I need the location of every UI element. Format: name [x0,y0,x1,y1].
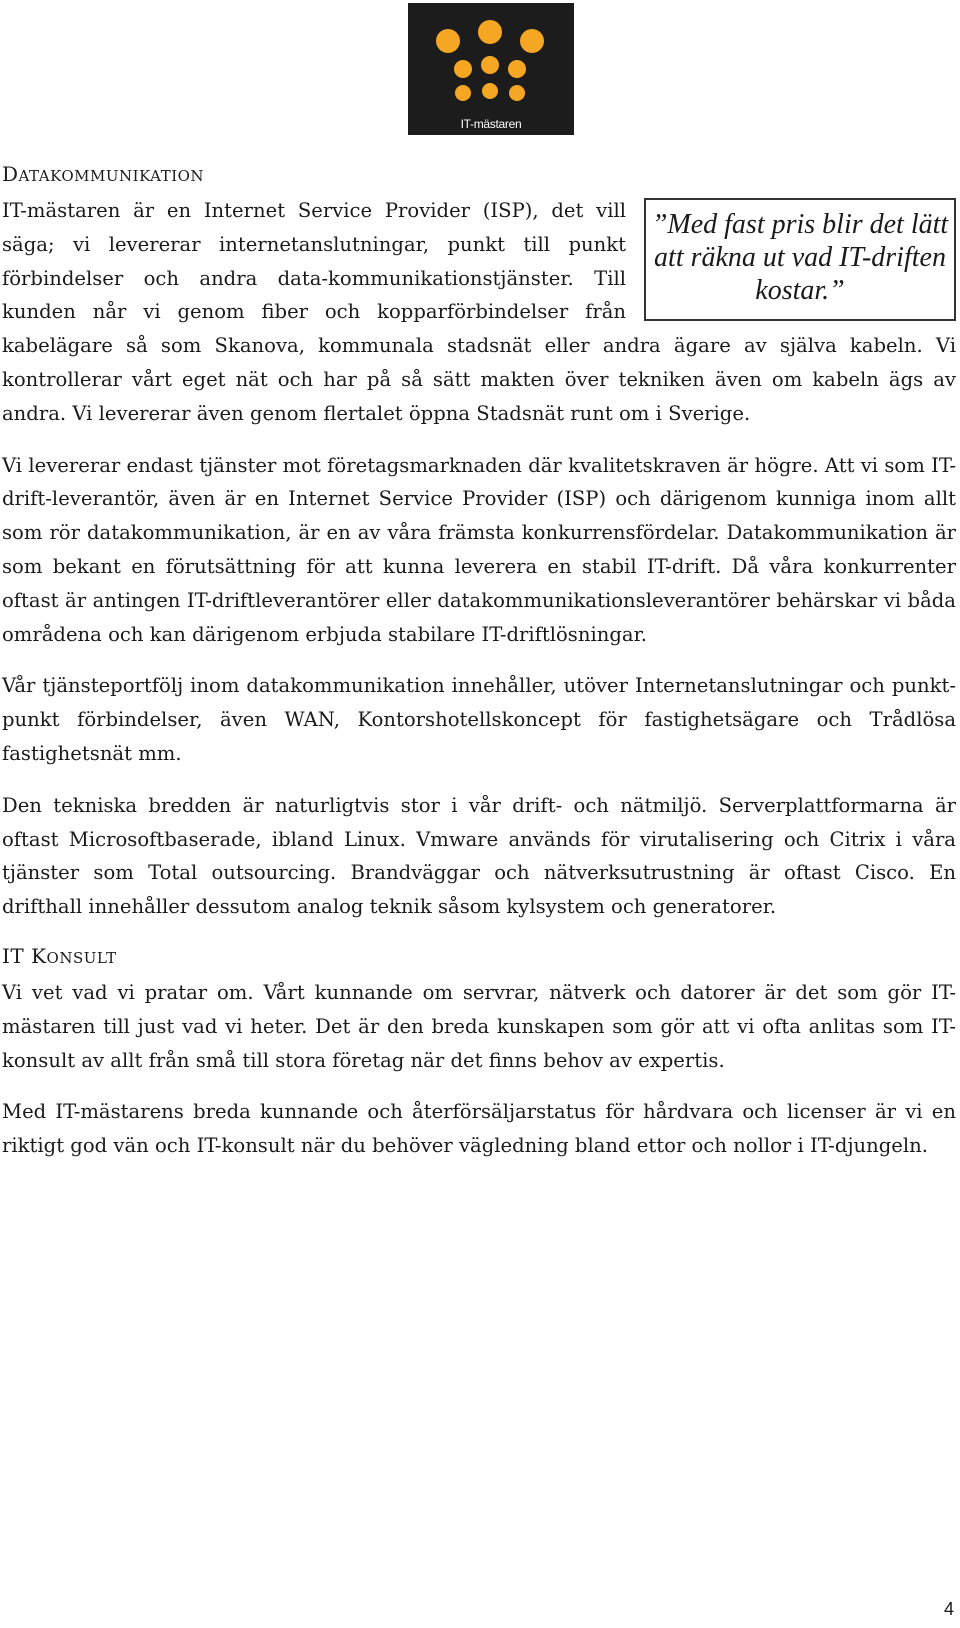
logo-dots-icon [408,3,574,118]
logo-text: IT-mästaren [460,117,522,131]
paragraph-aterforsaljare: Med IT-mästarens breda kunnande och återförsäljarstatus för hårdvara och licenser är vi en riktigt god vän och IT-konsult när du behöver vägledning bland ettor och nollor i IT-djungeln. [2,1100,956,1158]
it-mastaren-logo [408,3,574,135]
heading-rest: ONSULT [46,948,117,967]
heading-initial: D [2,162,19,186]
paragraph-tjansteportfolj: Vår tjänsteportfölj inom datakommunikation innehåller, utöver Internetanslutningar och punkt-punkt förbindelser, även WAN, Kontorshotellskoncept för fastighetsägare och Trådlösa fastighetsnät mm. [2,674,956,765]
document-page [2,160,956,1181]
heading-datakommunikation [2,160,956,190]
heading-rest: ATAKOMMUNIKATION [18,167,205,185]
paragraph-isp: IT-mästaren är en Internet Service Provider (ISP), det vill säga; vi levererar internetanslutningar, punkt till punkt förbindelser och andra data-kommunikationstjänster. Till kunden når vi genom fiber och kopparförbindelser från kabelägare så som Skanova, kommunala stadsnät eller andra ägare av själva kabeln. Vi kontrollerar vårt eget nät och har på så sätt makten över tekniken även om kabeln ägs av andra. Vi levererar även genom flertalet öppna Stadsnät runt om i Sverige. [2,199,956,425]
heading-it-konsult [2,942,956,972]
paragraph-teknisk-bredd: Den tekniska bredden är naturligtvis stor i vår drift- och nätmiljö. Serverplattformarna är oftast Microsoftbaserade, ibland Linux. Vmware används för virutalisering och Citrix i våra tjänster som Total outsourcing. Brandväggar och nätverksutrustning är oftast Cisco. En drifthall innehåller dessutom analog teknik såsom kylsystem och generatorer. [2,793,956,919]
page-number: 4 [943,1599,954,1619]
paragraph-kunnande: Vi vet vad vi pratar om. Vårt kunnande om servrar, nätverk och datorer är det som gör IT-mästaren till just vad vi heter. Det är den breda kunskapen som gör att vi ofta anlitas som IT-konsult av allt från små till stora företag när det finns behov av expertis. [2,980,956,1072]
heading-initial: IT K [2,943,47,968]
pull-quote: ”Med fast pris blir det lätt att räkna ut vad IT-driften kostar.” [644,198,956,321]
paragraph-foretagsmarknad: Vi levererar endast tjänster mot företagsmarknaden där kvalitetskraven är högre. Att vi som IT-drift-leverantör, även är en Internet Service Provider (ISP) och därigenom kunniga inom allt som rör datakommunikation, är en av våra främsta konkurrensfördelar. Datakommunikation är som bekant en förutsättning för att kunna leverera en stabil IT-drift. Då våra konkurrenter oftast är antingen IT-driftleverantörer eller datakommunikationsleverantörer behärskar vi båda områdena och kan därigenom erbjuda stabilare IT-driftlösningar. [2,453,956,646]
